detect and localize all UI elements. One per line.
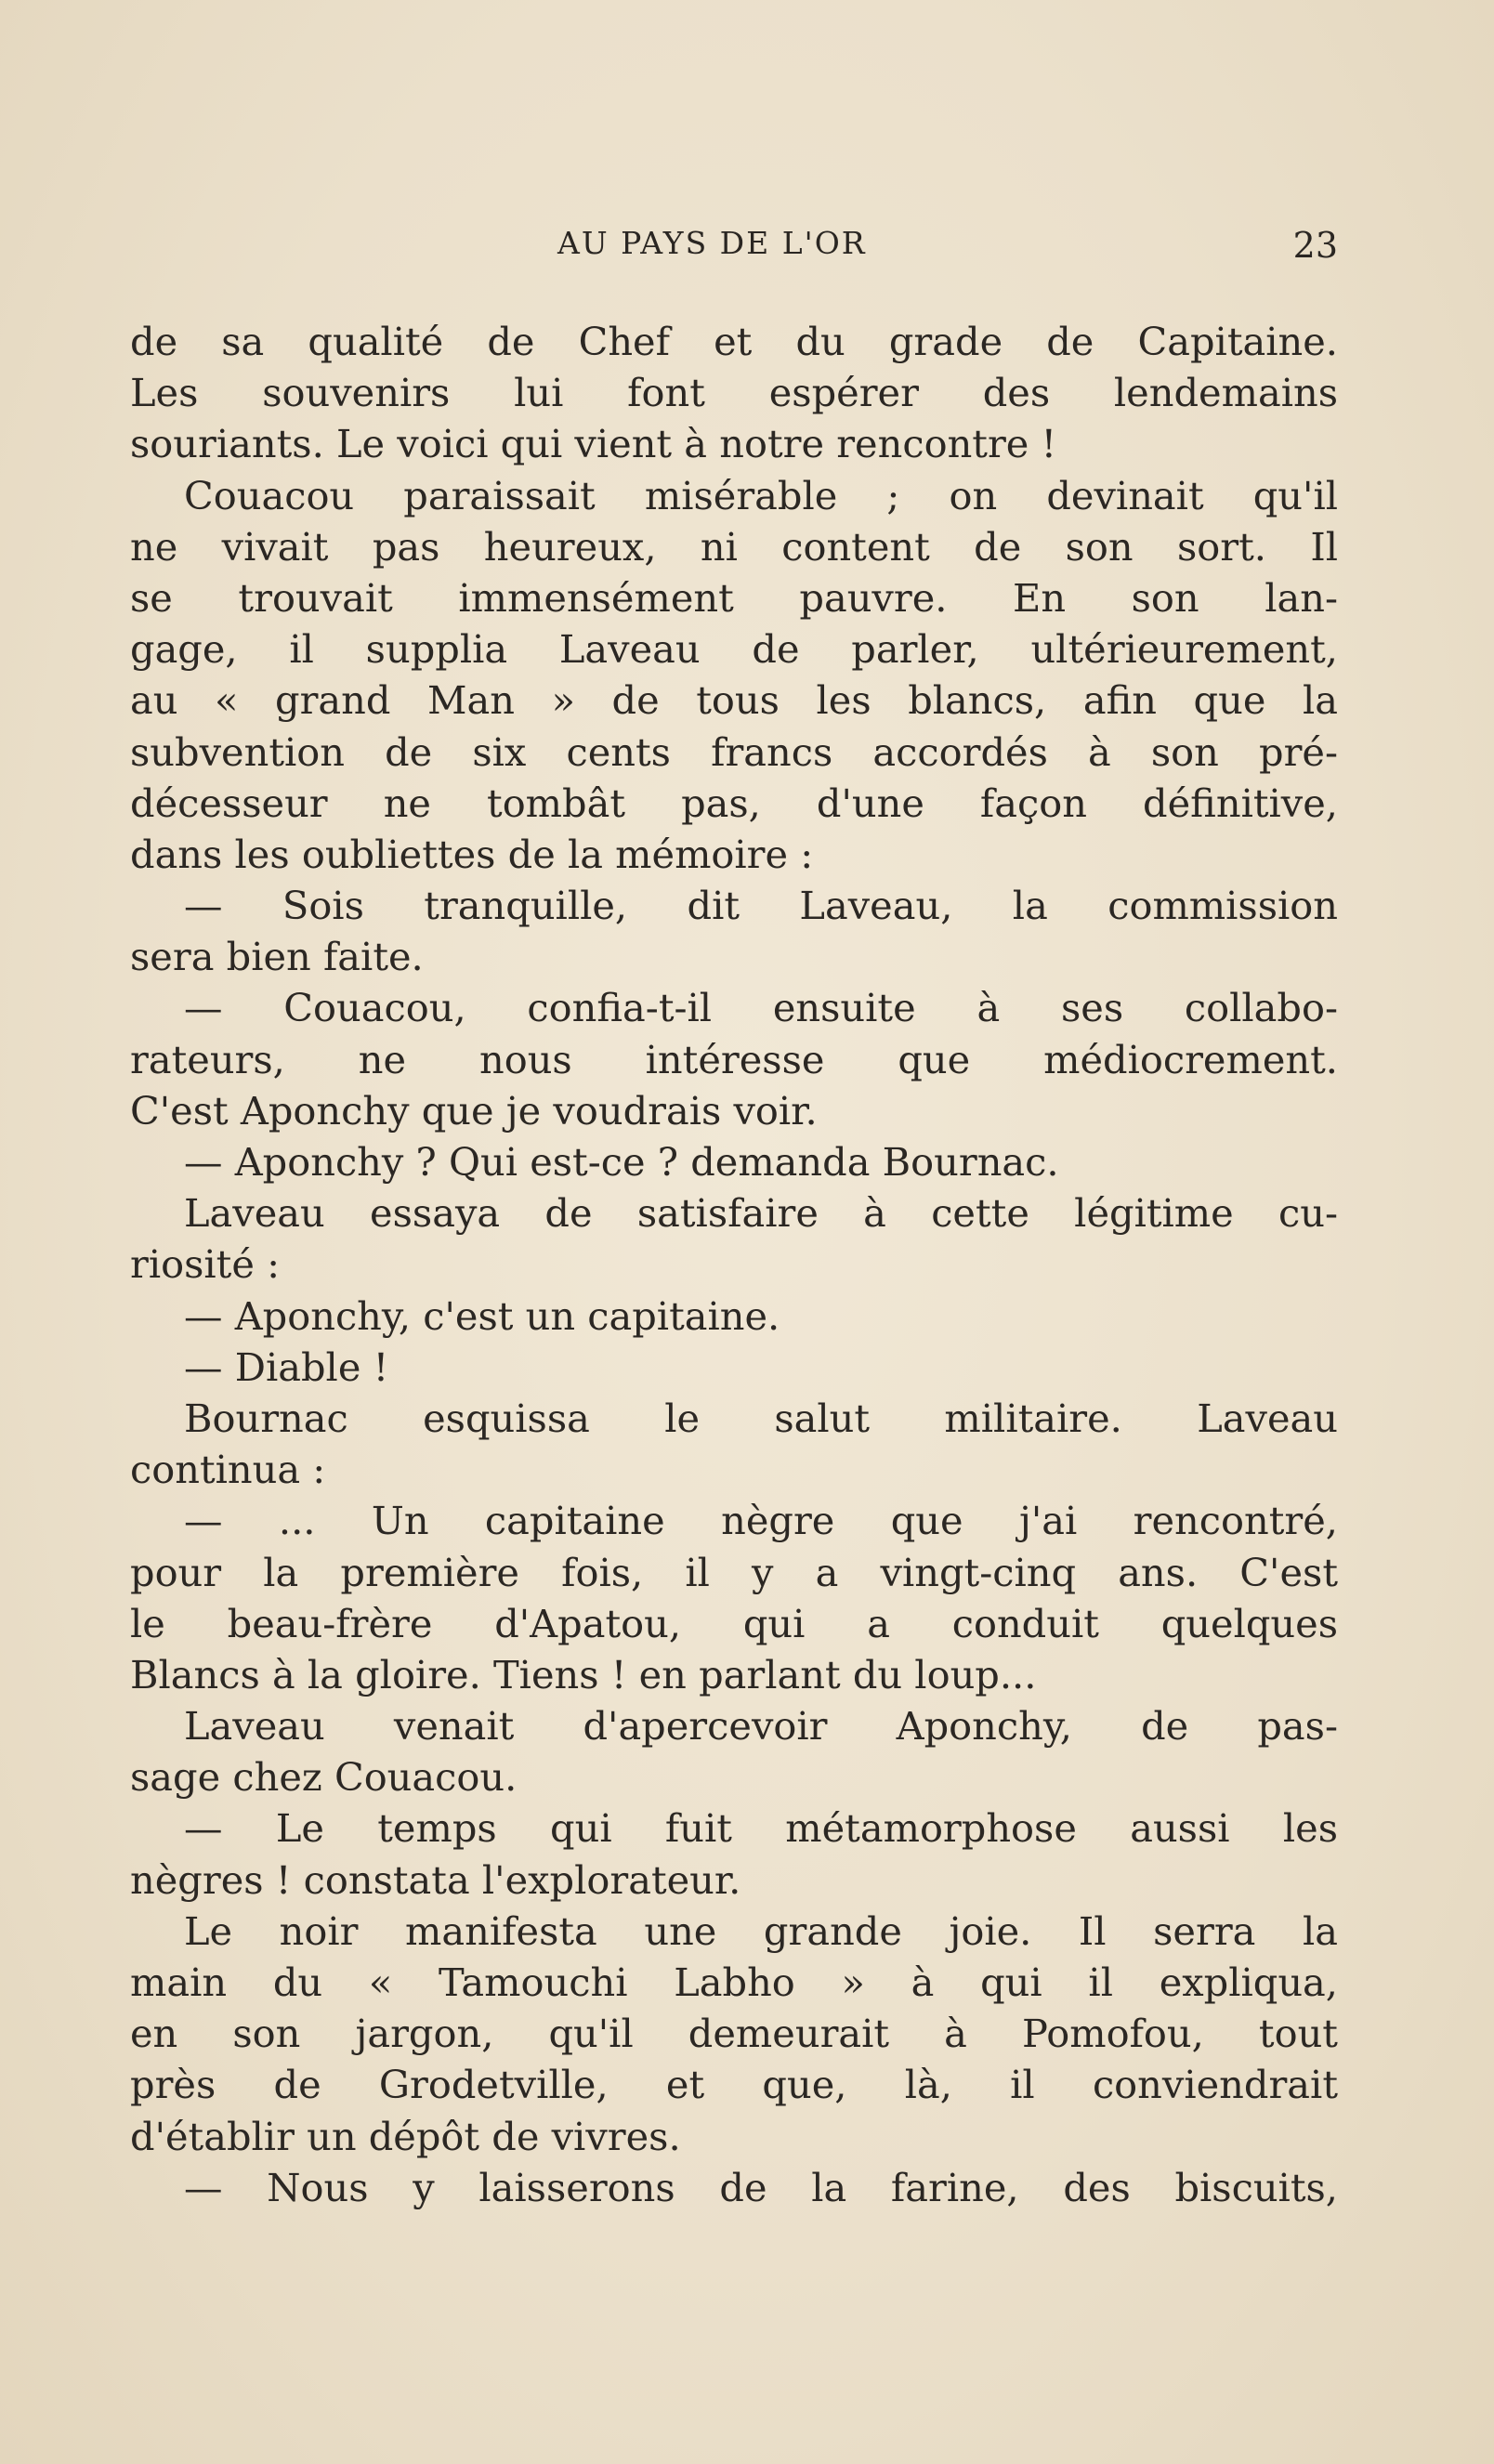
text-line: ne vivait pas heureux, ni content de son sort. Il: [130, 523, 1338, 570]
text-line: au « grand Man » de tous les blancs, afin que la: [130, 677, 1338, 724]
text-line: souriants. Le voici qui vient à notre rencontre !: [130, 421, 1057, 467]
text-line: — Couacou, confia-t-il ensuite à ses collabo-: [184, 985, 1338, 1031]
text-line: — Aponchy, c'est un capitaine.: [184, 1292, 780, 1339]
running-title: AU PAYS DE L'OR: [557, 225, 867, 261]
text-line: se trouvait immensément pauvre. En son lan-: [130, 574, 1338, 621]
text-line: — Nous y laisserons de la farine, des biscuits,: [184, 2164, 1338, 2210]
text-line: décesseur ne tombât pas, d'une façon définitive,: [130, 780, 1338, 826]
text-line: nègres ! constata l'explorateur.: [130, 1856, 741, 1903]
text-line: pour la première fois, il y a vingt-cinq ans. C'est: [130, 1549, 1338, 1595]
text-line: Laveau essaya de satisfaire à cette légitime cu-: [184, 1190, 1338, 1237]
text-line: près de Grodetville, et que, là, il conviendrait: [130, 2062, 1338, 2108]
text-line: — Sois tranquille, dit Laveau, la commission: [184, 883, 1338, 929]
text-line: en son jargon, qu'il demeurait à Pomofou, tout: [130, 2011, 1338, 2057]
text-line: sera bien faite.: [130, 934, 424, 980]
text-line: Le noir manifesta une grande joie. Il serra la: [184, 1907, 1338, 1954]
text-line: le beau-frère d'Apatou, qui a conduit quelques: [130, 1600, 1338, 1646]
text-line: Blancs à la gloire. Tiens ! en parlant du loup...: [130, 1651, 1037, 1697]
text-line: riosité :: [130, 1241, 281, 1288]
text-line: — ... Un capitaine nègre que j'ai rencontré,: [184, 1498, 1338, 1544]
text-line: continua :: [130, 1447, 326, 1493]
text-line: subvention de six cents francs accordés à son pré-: [130, 728, 1338, 775]
text-line: sage chez Couacou.: [130, 1754, 518, 1801]
body-text: [130, 316, 1338, 2213]
text-line: Couacou paraissait misérable ; on devinait qu'il: [184, 472, 1338, 518]
text-line: — Le temps qui fuit métamorphose aussi les: [184, 1805, 1338, 1852]
text-line: dans les oubliettes de la mémoire :: [130, 831, 814, 877]
text-line: Laveau venait d'apercevoir Aponchy, de pas-: [184, 1703, 1338, 1750]
text-line: — Diable !: [184, 1343, 389, 1390]
text-line: — Aponchy ? Qui est-ce ? demanda Bournac.: [184, 1139, 1059, 1185]
page-number: 23: [1292, 225, 1338, 266]
text-line: Les souvenirs lui font espérer des lendemains: [130, 370, 1338, 416]
text-line: gage, il supplia Laveau de parler, ultérieurement,: [130, 626, 1338, 673]
text-line: de sa qualité de Chef et du grade de Capitaine.: [130, 319, 1338, 364]
text-line: rateurs, ne nous intéresse que médiocrement.: [130, 1036, 1338, 1082]
page-header: [130, 225, 1338, 271]
text-line: main du « Tamouchi Labho » à qui il expliqua,: [130, 1959, 1338, 2005]
text-line: d'établir un dépôt de vivres.: [130, 2113, 681, 2159]
text-line: C'est Aponchy que je voudrais voir.: [130, 1087, 818, 1134]
text-line: Bournac esquissa le salut militaire. Laveau: [184, 1395, 1338, 1441]
